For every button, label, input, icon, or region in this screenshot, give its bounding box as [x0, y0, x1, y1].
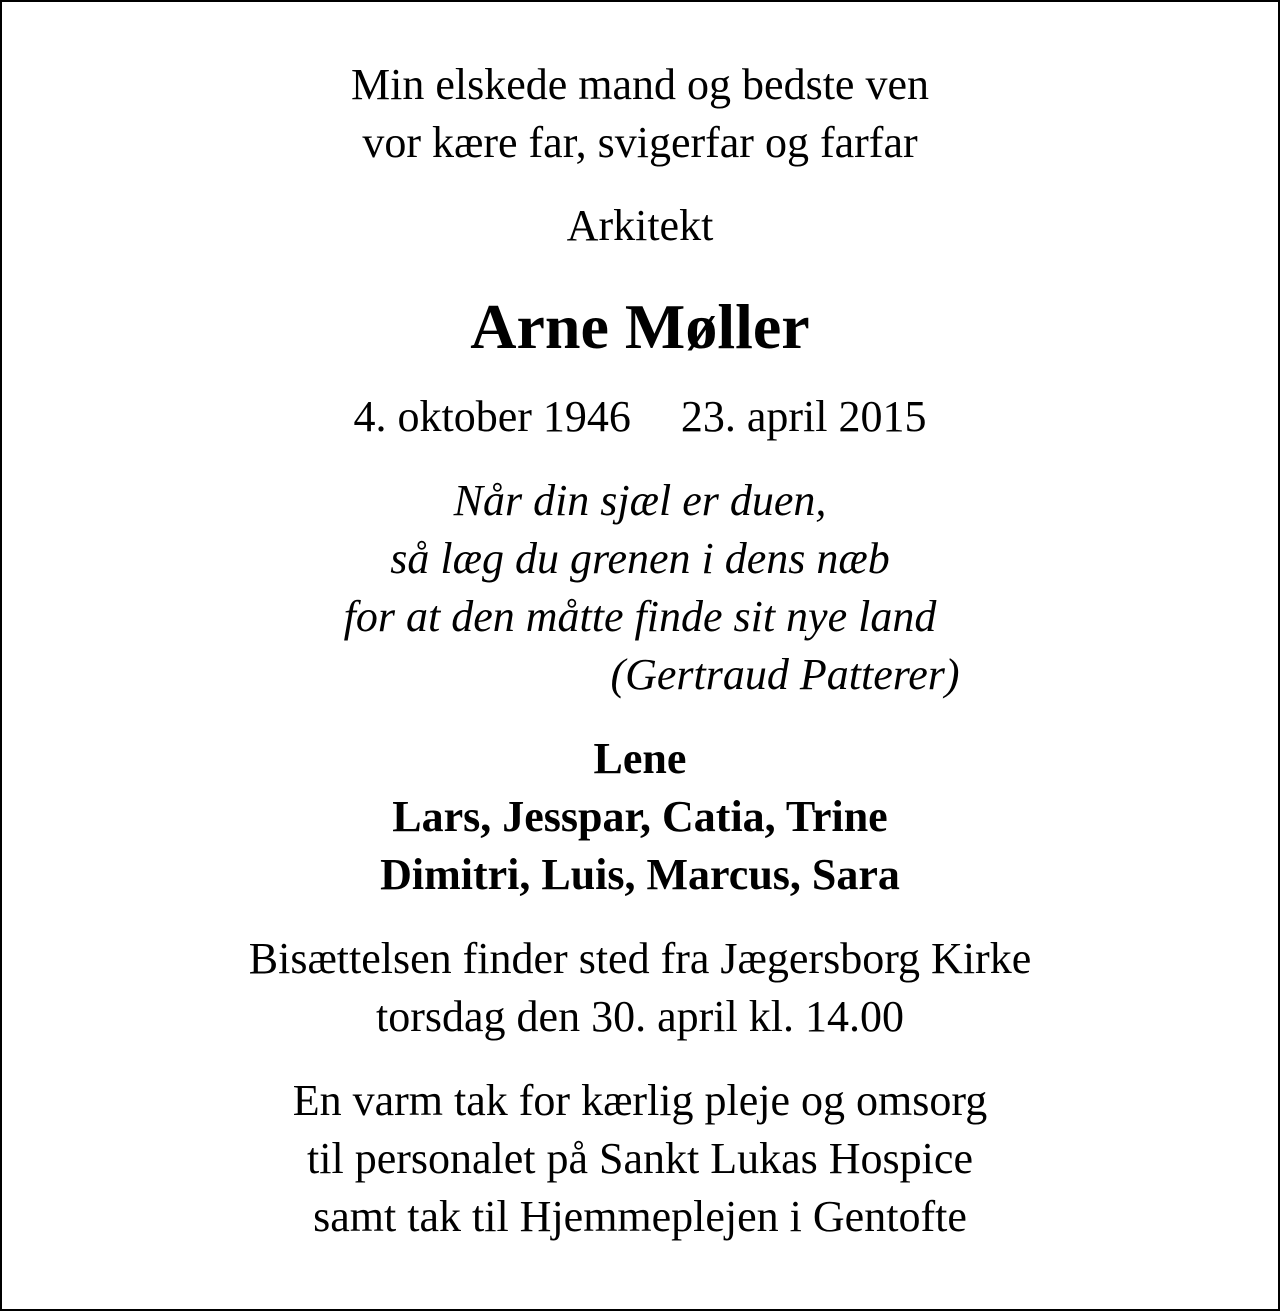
family	[2, 730, 1278, 904]
dates	[2, 388, 1278, 446]
funeral-info	[2, 930, 1278, 1046]
poem-author: (Gertraud Patterer)	[610, 650, 960, 699]
thanks-line: samt tak til Hjemmeplejen i Gentofte	[313, 1192, 967, 1241]
poem-line: for at den måtte finde sit nye land	[343, 592, 937, 641]
intro-line: vor kære far, svigerfar og farfar	[362, 118, 918, 167]
family-line: Lars, Jesspar, Catia, Trine	[392, 792, 888, 841]
intro	[2, 56, 1278, 172]
deceased-name: Arne Møller	[470, 291, 810, 362]
thanks	[2, 1072, 1278, 1246]
funeral-line: torsdag den 30. april kl. 14.00	[376, 992, 904, 1041]
death-date: 23. april 2015	[680, 392, 927, 441]
title: Arkitekt	[566, 201, 714, 250]
birth-date: 4. oktober 1946	[353, 392, 631, 441]
intro-line: Min elskede mand og bedste ven	[351, 60, 929, 109]
poem-line: Når din sjæl er duen,	[453, 476, 827, 525]
thanks-line: til personalet på Sankt Lukas Hospice	[307, 1134, 973, 1183]
poem	[2, 472, 1278, 704]
funeral-line: Bisættelsen finder sted fra Jægersborg Kirke	[248, 934, 1032, 983]
family-line: Lene	[593, 734, 687, 783]
poem-line: så læg du grenen i dens næb	[390, 534, 890, 583]
thanks-line: En varm tak for kærlig pleje og omsorg	[292, 1076, 988, 1125]
family-line: Dimitri, Luis, Marcus, Sara	[380, 850, 900, 899]
